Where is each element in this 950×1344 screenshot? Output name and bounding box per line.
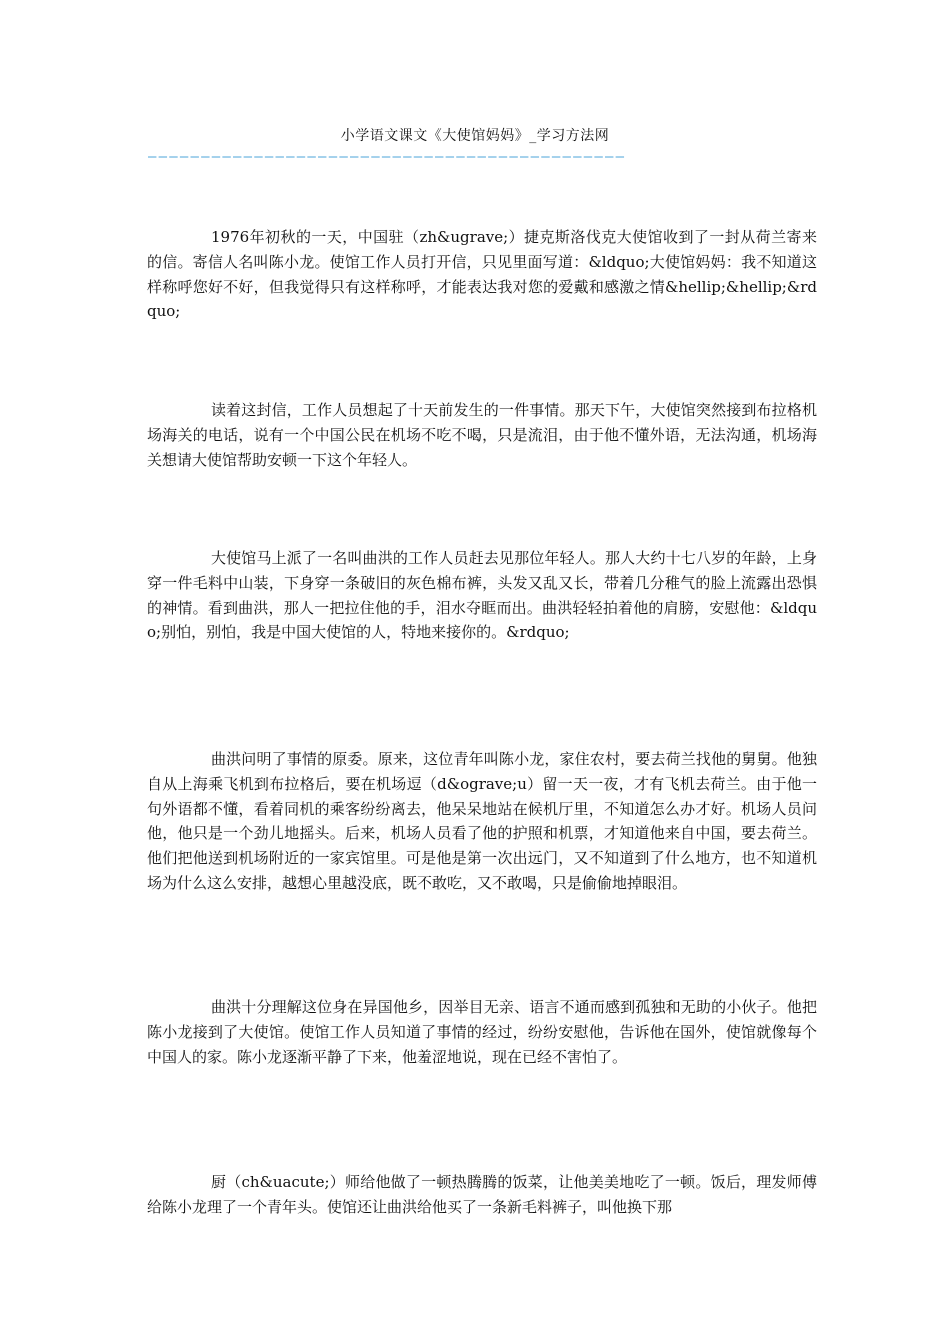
paragraph-1: 1976年初秋的一天，中国驻（zh&ugrave;）捷克斯洛伐克大使馆收到了一封从荷兰寄来的信。寄信人名叫陈小龙。使馆工作人员打开信，只见里面写道：&ldquo;大使馆妈妈：我不知道这样称呼您好不好，但我觉得只有这样称呼，才能表达我对您的爱戴和感激之情&hellip;&hellip;&rdquo;	[147, 228, 817, 321]
paragraph-2: 读着这封信，工作人员想起了十天前发生的一件事情。那天下午，大使馆突然接到布拉格机场海关的电话，说有一个中国公民在机场不吃不喝，只是流泪，由于他不懂外语，无法沟通，机场海关想请大使馆帮助安顿一下这个年轻人。	[147, 401, 817, 469]
title-divider: —————————————————————————————————————————————	[148, 149, 627, 165]
paragraph-5: 曲洪十分理解这位身在异国他乡，因举目无亲、语言不通而感到孤独和无助的小伙子。他把陈小龙接到了大使馆。使馆工作人员知道了事情的经过，纷纷安慰他，告诉他在国外，使馆就像每个中国人的家。陈小龙逐渐平静了下来，他羞涩地说，现在已经不害怕了。	[147, 998, 817, 1066]
paragraph-3: 大使馆马上派了一名叫曲洪的工作人员赶去见那位年轻人。那人大约十七八岁的年龄，上身穿一件毛料中山装，下身穿一条破旧的灰色棉布裤，头发又乱又长，带着几分稚气的脸上流露出恐惧的神情。看到曲洪，那人一把拉住他的手，泪水夺眶而出。曲洪轻轻拍着他的肩膀，安慰他：&ldquo;别怕，别怕，我是中国大使馆的人，特地来接你的。&rdquo;	[147, 549, 817, 642]
paragraph-6: 厨（ch&uacute;）师给他做了一顿热腾腾的饭菜，让他美美地吃了一顿。饭后，理发师傅给陈小龙理了一个青年头。使馆还让曲洪给他买了一条新毛料裤子，叫他换下那	[147, 1173, 817, 1216]
paragraph-4: 曲洪问明了事情的原委。原来，这位青年叫陈小龙，家住农村，要去荷兰找他的舅舅。他独自从上海乘飞机到布拉格后，要在机场逗（d&ograve;u）留一天一夜，才有飞机去荷兰。由于他一句外语都不懂，看着同机的乘客纷纷离去，他呆呆地站在候机厅里，不知道怎么办才好。机场人员问他，他只是一个劲儿地摇头。后来，机场人员看了他的护照和机票，才知道他来自中国，要去荷兰。他们把他送到机场附近的一家宾馆里。可是他是第一次出远门，又不知道到了什么地方，也不知道机场为什么这么安排，越想心里越没底，既不敢吃，又不敢喝，只是偷偷地掉眼泪。	[147, 750, 817, 892]
document-title: 小学语文课文《大使馆妈妈》_学习方法网	[340, 128, 610, 144]
